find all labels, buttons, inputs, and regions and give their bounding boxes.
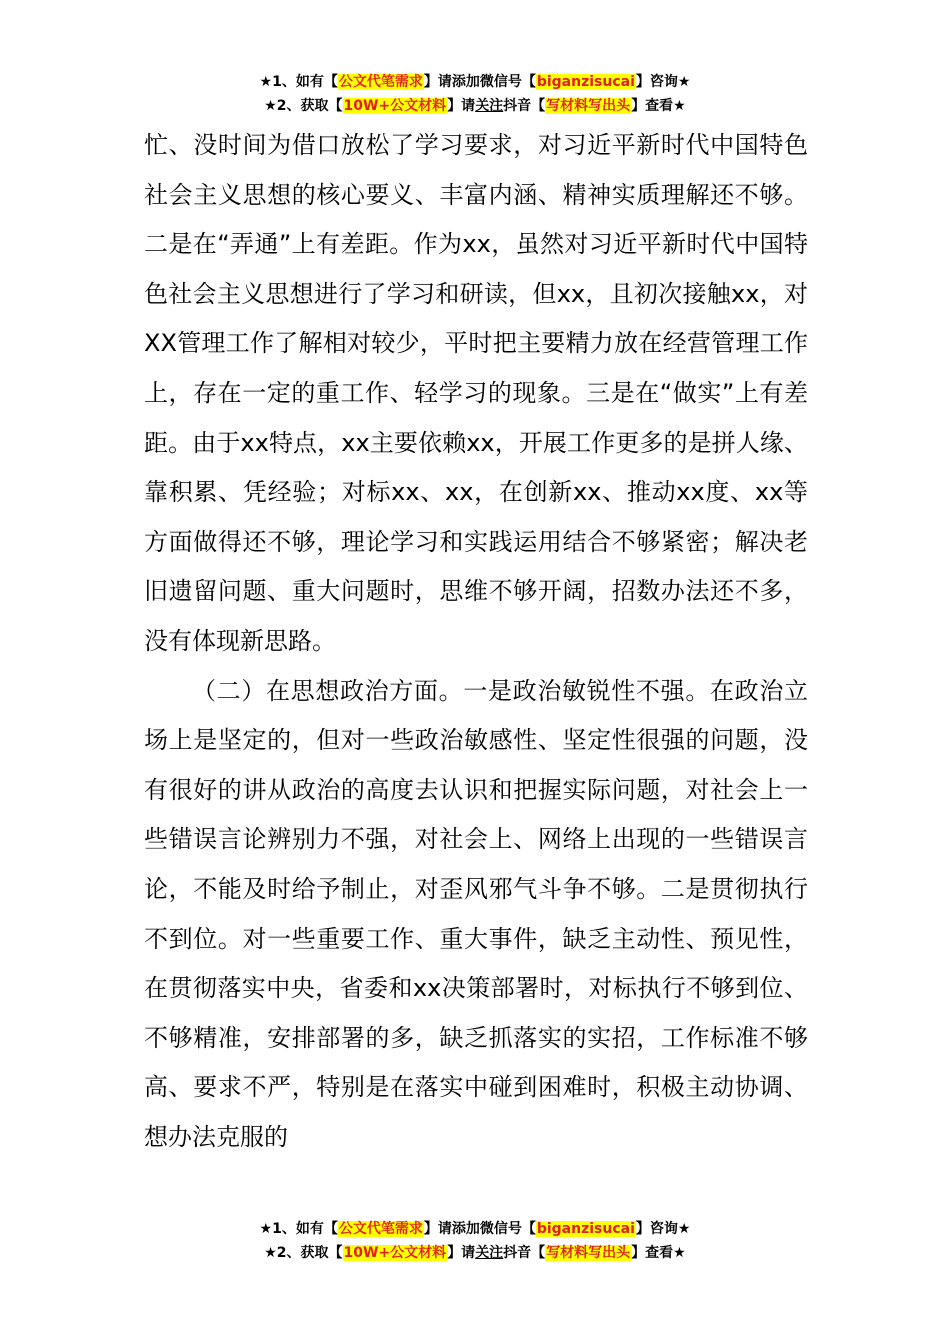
banner-line-2: [0, 1241, 950, 1265]
banner-underline: 关注: [475, 1245, 504, 1261]
banner-highlight: biganzisucai: [536, 74, 635, 90]
document-body: [144, 121, 808, 1162]
banner-text: 】咨询★: [635, 1221, 691, 1237]
banner-text: ★1、如有【: [259, 74, 338, 90]
banner-text: 】请添加微信号【: [423, 74, 536, 90]
banner-highlight: 写材料写出头: [546, 98, 631, 114]
banner-text: 】咨询★: [635, 74, 691, 90]
banner-text: 抖音【: [503, 1245, 546, 1261]
banner-highlight: 10W+公文材料: [343, 98, 447, 114]
banner-highlight: 公文代笔需求: [338, 1221, 423, 1237]
header-banner: [0, 70, 950, 118]
banner-highlight: 公文代笔需求: [338, 74, 423, 90]
banner-text: 】查看★: [631, 98, 686, 114]
banner-line-2: [0, 94, 950, 118]
banner-text: 】查看★: [631, 1245, 686, 1261]
banner-text: 】请: [447, 98, 476, 114]
footer-banner: [0, 1217, 950, 1265]
banner-text: ★1、如有【: [259, 1221, 338, 1237]
banner-line-1: [0, 1217, 950, 1241]
banner-underline: 关注: [475, 98, 504, 114]
banner-highlight: biganzisucai: [536, 1221, 635, 1237]
banner-text: ★2、获取【: [264, 98, 343, 114]
paragraph-2: （二）在思想政治方面。一是政治敏锐性不强。在政治立场上是坚定的，但对一些政治敏感性、坚定性很强的问题，没有很好的讲从政治的高度去认识和把握实际问题，对社会上一些错误言论辨别力不强，对社会上、网络上出现的一些错误言论，不能及时给予制止，对歪风邪气斗争不够。二是贯彻执行不到位。对一些重要工作、重大事件，缺乏主动性、预见性，在贯彻落实中央，省委和xx决策部署时，对标执行不够到位、不够精准，安排部署的多，缺乏抓落实的实招，工作标准不够高、要求不严，特别是在落实中碰到困难时，积极主动协调、想办法克服的: [144, 676, 808, 1151]
banner-text: 】请添加微信号【: [423, 1221, 536, 1237]
banner-highlight: 写材料写出头: [546, 1245, 631, 1261]
banner-highlight: 10W+公文材料: [343, 1245, 447, 1261]
banner-line-1: [0, 70, 950, 94]
banner-text: 抖音【: [503, 98, 546, 114]
banner-text: 】请: [447, 1245, 476, 1261]
paragraph-1: 忙、没时间为借口放松了学习要求，对习近平新时代中国特色社会主义思想的核心要义、丰富内涵、精神实质理解还不够。二是在“弄通”上有差距。作为xx，虽然对习近平新时代中国特色社会主义思想进行了学习和研读，但xx，且初次接触xx，对XX管理工作了解相对较少，平时把主要精力放在经营管理工作上，存在一定的重工作、轻学习的现象。三是在“做实”上有差距。由于xx特点，xx主要依赖xx，开展工作更多的是拼人缘、靠积累、凭经验；对标xx、xx，在创新xx、推动xx度、xx等方面做得还不够，理论学习和实践运用结合不够紧密；解决老旧遗留问题、重大问题时，思维不够开阔，招数办法还不多，没有体现新思路。: [144, 131, 808, 655]
banner-text: ★2、获取【: [264, 1245, 343, 1261]
